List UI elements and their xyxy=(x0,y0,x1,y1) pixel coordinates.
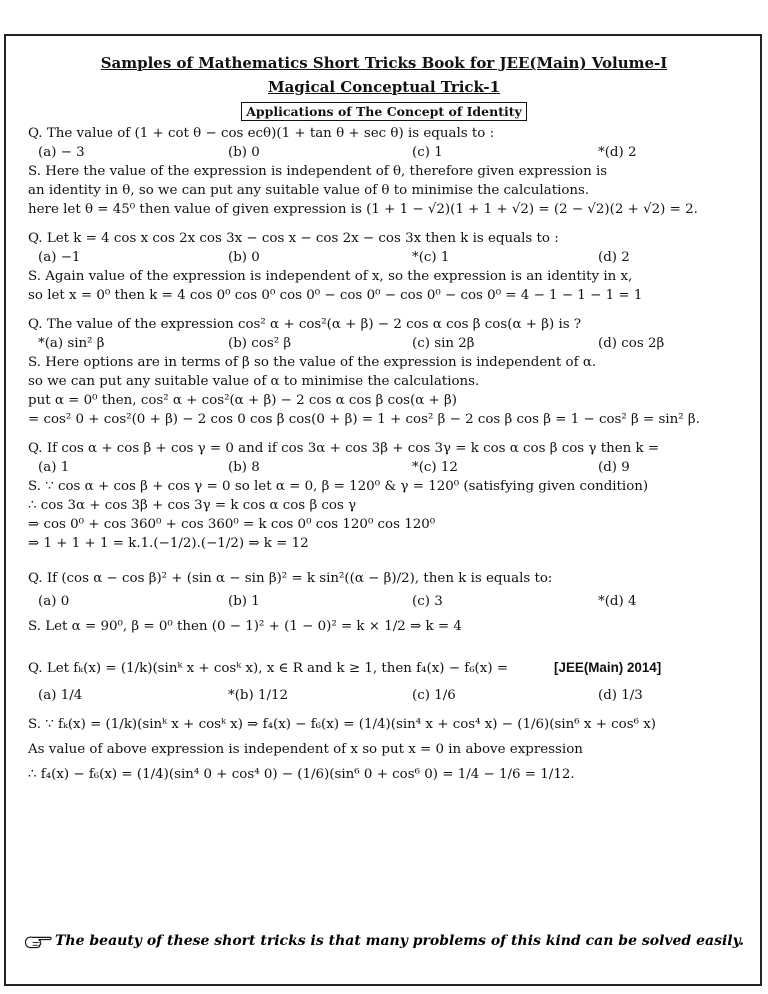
option-d: (d) 1/3 xyxy=(598,688,643,703)
question-text: Q. If (cos α − cos β)² + (sin α − sin β)² = k sin²((α − β)/2), then k is equals to: xyxy=(28,571,553,586)
question-block xyxy=(28,315,740,429)
option-c: *(c) 1 xyxy=(412,250,450,265)
option-c: *(c) 12 xyxy=(412,460,458,475)
option-d: (d) cos 2β xyxy=(598,336,665,351)
solution-line: an identity in θ, so we can put any suitable value of θ to minimise the calculations. xyxy=(28,183,590,198)
option-b: (b) cos² β xyxy=(228,336,292,351)
options-row xyxy=(28,592,740,611)
option-b: (b) 0 xyxy=(228,250,260,265)
solution-line: so let x = 0⁰ then k = 4 cos 0⁰ cos 0⁰ cos 0⁰ − cos 0⁰ − cos 0⁰ − cos 0⁰ = 4 − 1 − 1 − 1 = 1 xyxy=(28,288,643,303)
option-a: *(a) sin² β xyxy=(38,336,105,351)
options-row xyxy=(28,686,740,705)
solution-line: S. ∵ cos α + cos β + cos γ = 0 so let α = 0, β = 120⁰ & γ = 120⁰ (satisfying given condition) xyxy=(28,479,649,494)
option-c: (c) 1 xyxy=(412,145,443,160)
solution-line: here let θ = 45⁰ then value of given expression is (1 + 1 − √2)(1 + 1 + √2) = (2 − √2)(2 + √2) = 2. xyxy=(28,202,698,217)
question-line xyxy=(28,658,740,678)
solution-line: ∴ f₄(x) − f₆(x) = (1/4)(sin⁴ 0 + cos⁴ 0) − (1/6)(sin⁶ 0 + cos⁶ 0) = 1/4 − 1/6 = 1/12. xyxy=(28,767,575,782)
question-text: Q. If cos α + cos β + cos γ = 0 and if cos 3α + cos 3β + cos 3γ = k cos α cos β cos γ then k = xyxy=(28,441,660,456)
option-d: (d) 2 xyxy=(598,250,630,265)
solution-line: ⇒ 1 + 1 + 1 = k.1.(−1/2).(−1/2) ⇒ k = 12 xyxy=(28,536,309,551)
option-a: (a) −1 xyxy=(38,250,81,265)
solution-line: S. Here options are in terms of β so the value of the expression is independent of α. xyxy=(28,355,597,370)
option-d: *(d) 2 xyxy=(598,145,637,160)
option-c: (c) sin 2β xyxy=(412,336,475,351)
option-a: (a) 1 xyxy=(38,460,70,475)
options-row xyxy=(28,458,740,477)
solution-line: = cos² 0 + cos²(0 + β) − 2 cos 0 cos β cos(0 + β) = 1 + cos² β − 2 cos β cos β = 1 − cos² β = sin² β. xyxy=(28,412,700,427)
options-row xyxy=(28,334,740,353)
solution-line: S. Here the value of the expression is independent of θ, therefore given expression is xyxy=(28,164,608,179)
options-row xyxy=(28,248,740,267)
option-b: (b) 1 xyxy=(228,594,260,609)
question-block xyxy=(28,439,740,553)
option-a: (a) 1/4 xyxy=(38,688,83,703)
question-block xyxy=(28,569,740,636)
footer-note xyxy=(24,930,744,952)
solution-line: ∴ cos 3α + cos 3β + cos 3γ = k cos α cos β cos γ xyxy=(28,498,357,513)
exam-reference: [JEE(Main) 2014] xyxy=(554,660,662,675)
pointing-hand-icon xyxy=(24,930,53,952)
option-d: *(d) 4 xyxy=(598,594,637,609)
question-text: Q. Let fₖ(x) = (1/k)(sinᵏ x + cosᵏ x), x ∈ R and k ≥ 1, then f₄(x) − f₆(x) = xyxy=(28,661,509,676)
option-b: (b) 8 xyxy=(228,460,260,475)
solution-line: S. Again value of the expression is independent of x, so the expression is an identity in x, xyxy=(28,269,633,284)
option-a: (a) 0 xyxy=(38,594,70,609)
question-text: Q. Let k = 4 cos x cos 2x cos 3x − cos x − cos 2x − cos 3x then k is equals to : xyxy=(28,231,559,246)
question-block xyxy=(28,658,740,784)
question-text: Q. The value of (1 + cot θ − cos ecθ)(1 + tan θ + sec θ) is equals to : xyxy=(28,126,495,141)
option-b: (b) 0 xyxy=(228,145,260,160)
solution-line: S. ∵ fₖ(x) = (1/k)(sinᵏ x + cosᵏ x) ⇒ f₄(x) − f₆(x) = (1/4)(sin⁴ x + cos⁴ x) − (1/6)(sin⁶ x + cos⁶ x) xyxy=(28,717,656,732)
trick-title: Magical Conceptual Trick-1 xyxy=(267,78,501,96)
option-a: (a) − 3 xyxy=(38,145,85,160)
option-c: (c) 3 xyxy=(412,594,443,609)
option-c: (c) 1/6 xyxy=(412,688,456,703)
solution-line: ⇒ cos 0⁰ + cos 360⁰ + cos 360⁰ = k cos 0⁰ cos 120⁰ cos 120⁰ xyxy=(28,517,436,532)
document-body xyxy=(28,52,740,784)
question-block xyxy=(28,124,740,219)
question-text: Q. The value of the expression cos² α + cos²(α + β) − 2 cos α cos β cos(α + β) is ? xyxy=(28,317,582,332)
page-title: Samples of Mathematics Short Tricks Book for JEE(Main) Volume-I xyxy=(100,54,668,72)
solution-line: S. Let α = 90⁰, β = 0⁰ then (0 − 1)² + (1 − 0)² = k × 1/2 ⇒ k = 4 xyxy=(28,619,462,634)
footer-text: The beauty of these short tricks is that many problems of this kind can be solved easily. xyxy=(55,933,744,949)
solution-line: As value of above expression is independent of x so put x = 0 in above expression xyxy=(28,742,583,757)
option-d: (d) 9 xyxy=(598,460,630,475)
solution-line: put α = 0⁰ then, cos² α + cos²(α + β) − 2 cos α cos β cos(α + β) xyxy=(28,393,458,408)
solution-line: so we can put any suitable value of α to minimise the calculations. xyxy=(28,374,480,389)
option-b: *(b) 1/12 xyxy=(228,688,289,703)
question-block xyxy=(28,229,740,305)
options-row xyxy=(28,143,740,162)
topic-box: Applications of The Concept of Identity xyxy=(241,102,527,121)
